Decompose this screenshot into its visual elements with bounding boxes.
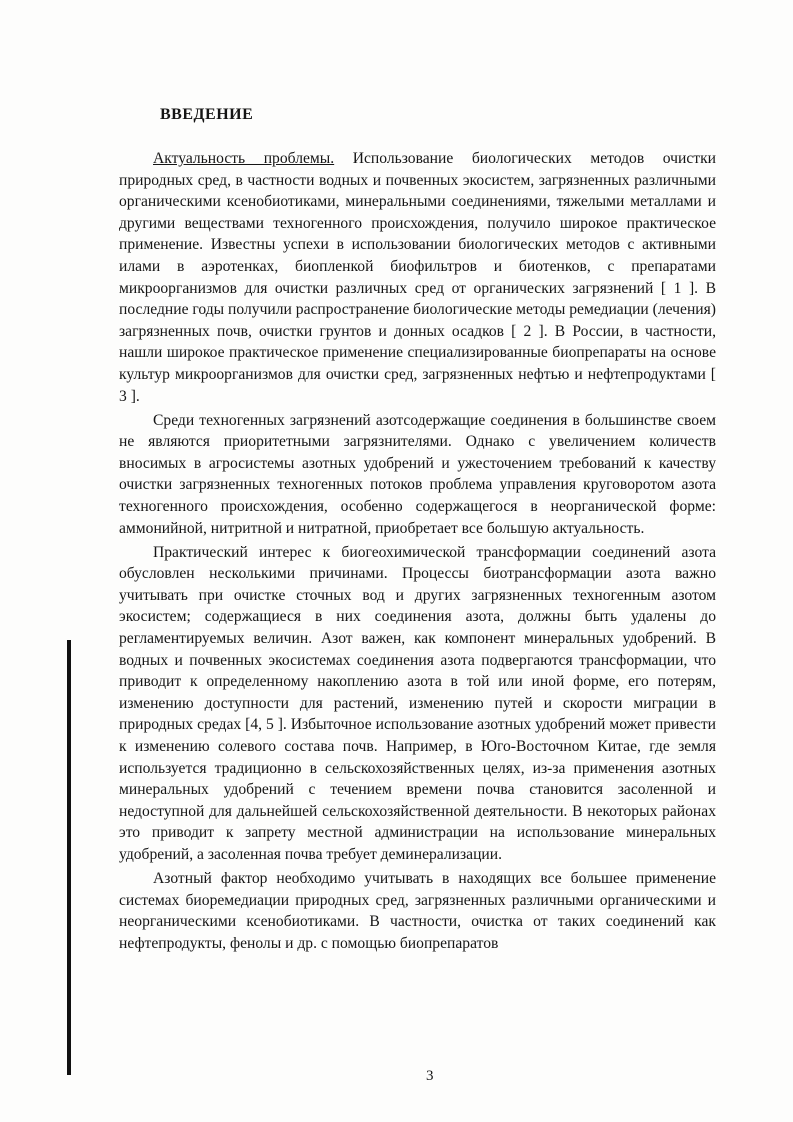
paragraph-nitrogen-factor: Азотный фактор необходимо учитывать в находящих все большее применение системах биоремедиации природных сред, загрязненных различными органическими и неорганическими ксенобиотиками. В частности, очистка от таких соединений как нефтепродукты, фенолы и др. с помощью биопрепаратов (119, 870, 716, 952)
scan-edge-line (67, 640, 71, 1075)
paragraph-nitrogen-interest: Практический интерес к биогеохимической трансформации соединений азота обусловлен несколькими причинами. Процессы биотрансформации азота важно учитывать при очистке сточных вод и других загрязненных техногенным азотом экосистем; содержащиеся в них соединения азота, должны быть удалены до регламентируемых величин. Азот важен, как компонент минеральных удобрений. В водных и почвенных экосистемах соединения азота подвергаются трансформации, что приводит к определенному накоплению азота в той или иной форме, его потерям, изменению доступности для растений, изменению путей и скорости миграции в природных средах [4, 5 ]. Избыточное использование азотных удобрений может привести к изменению солевого состава почв. Например, в Юго-Восточном Китае, где земля используется традиционно в сельскохозяйственных целях, из-за применения азотных минеральных удобрений с течением времени почва становится засоленной и недоступной для дальнейшей сельскохозяйственной деятельности. В некоторых районах это приводит к запрету местной администрации на использование минеральных удобрений, а засоленная почва требует деминерализации. (119, 543, 716, 863)
paragraph-relevance (119, 148, 716, 407)
paragraph-text: Использование биологических методов очистки природных сред, в частности водных и почвенных экосистем, загрязненных различными органическими ксенобиотиками, минеральными соединениями, тяжелыми металлами и другими веществами техногенного происхождения, получило широкое практическое применение. Известны успехи в использовании биологических методов с активными илами в аэротенках, биопленкой биофильтров и биотенков, с препаратами микроорганизмов для очистки различных сред от органических загрязнений [ 1 ]. В последние годы получили распространение биологические методы ремедиации (лечения) загрязненных почв, очистки грунтов и донных осадков [ 2 ]. В России, в частности, нашли широкое практическое применение специализированные биопрепараты на основе культур микроорганизмов для очистки сред, загрязненных нефтью и нефтепродуктами [ 3 ]. (119, 150, 716, 405)
section-heading: ВВЕДЕНИЕ (160, 106, 254, 123)
paragraph-pollutants: Среди техногенных загрязнений азотсодержащие соединения в большинстве своем не являются приоритетными загрязнителями. Однако с увеличением количеств вносимых в агросистемы азотных удобрений и ужесточением требований к качеству очистки загрязненных техногенных потоков проблема управления круговоротом азота техногенного происхождения, особенно содержащегося в неорганической форме: аммонийной, нитритной и нитратной, приобретает все большую актуальность. (119, 411, 716, 537)
body-text (119, 148, 716, 957)
page-number: 3 (426, 1068, 434, 1084)
paragraph-lead: Актуальность проблемы. (153, 150, 335, 167)
